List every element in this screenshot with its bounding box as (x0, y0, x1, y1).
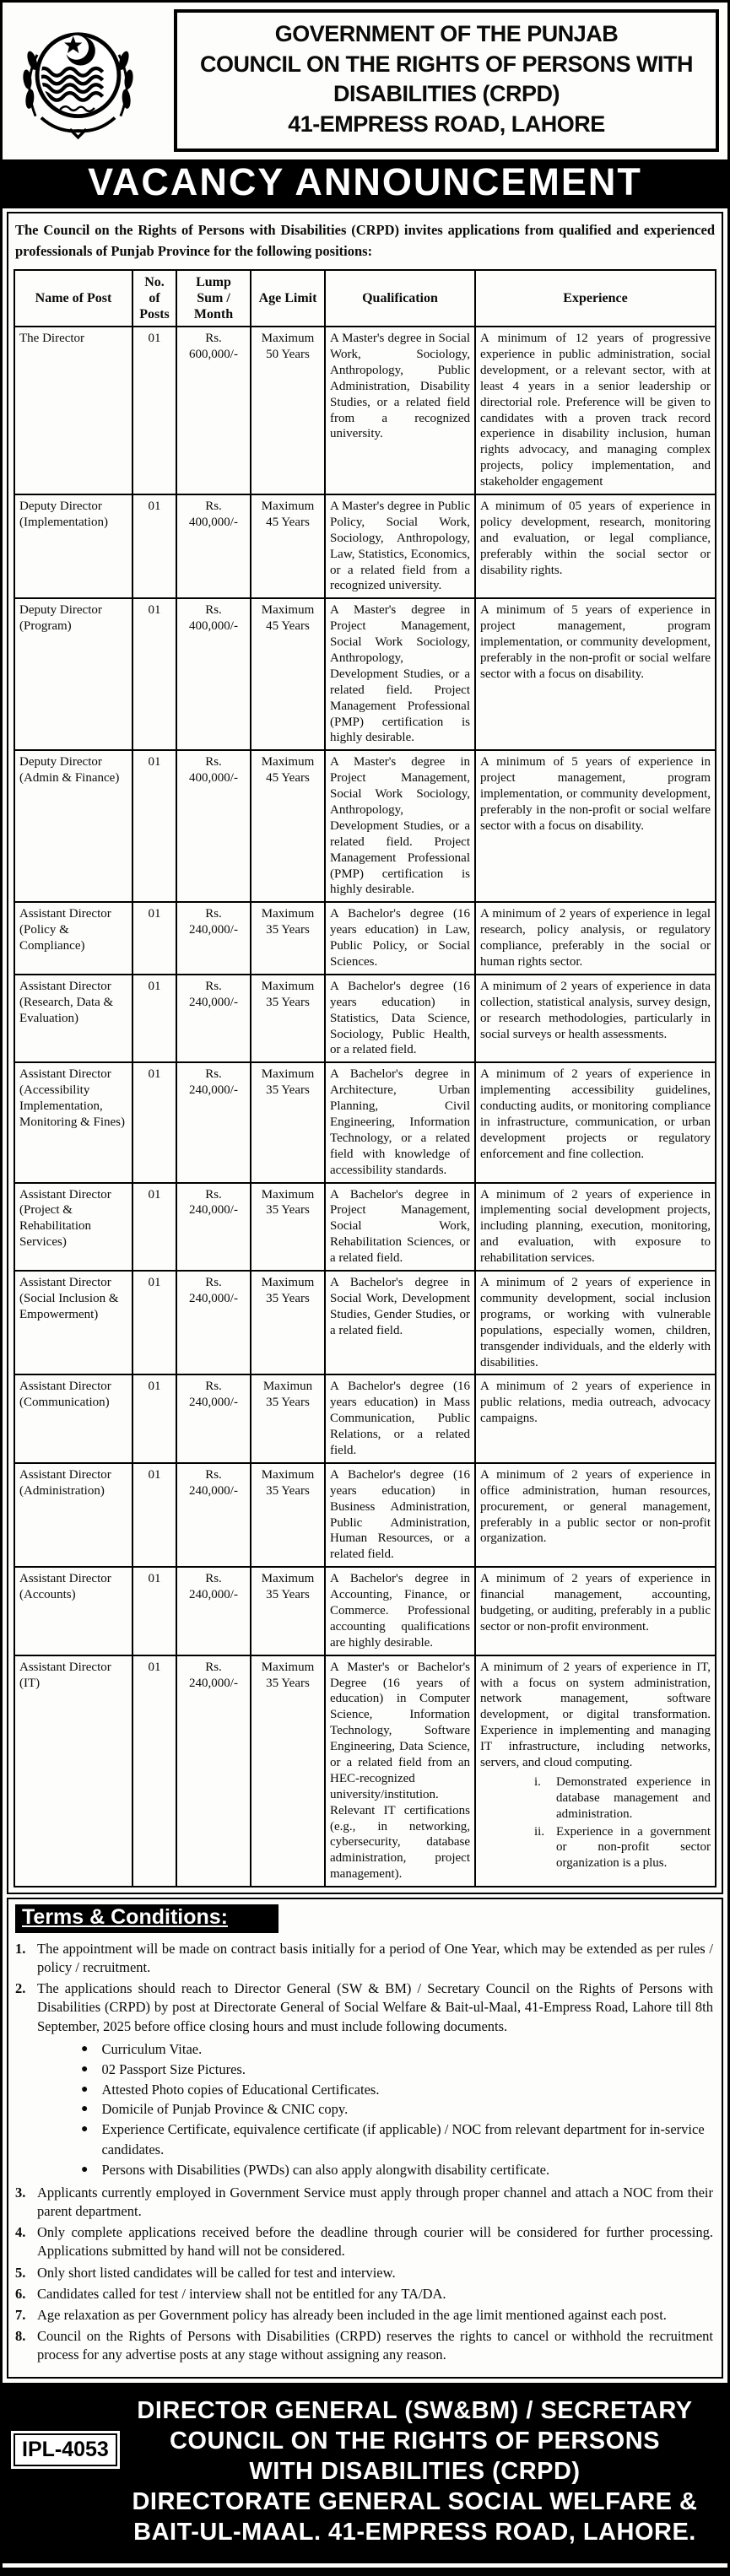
posts-count-cell: 01 (132, 902, 176, 975)
experience-roman-item (534, 1824, 711, 1872)
experience-text: A minimum of 2 years of experience in community development, social inclusion programs, or working with vulnerable populations, especially women, children, transgender individuals, and the elderly with disabilities. (480, 1276, 711, 1369)
footer-line: DIRECTORATE GENERAL SOCIAL WELFARE & (132, 2487, 698, 2515)
content-box (7, 212, 723, 1894)
qualification-cell: A Master's degree in Project Management, Social Work Sociology, Anthropology, Development Studies, or a related field. Project Management Professional (PMP) certification is highly desirable. (325, 750, 475, 902)
bullet-dot-icon: ● (81, 2123, 89, 2136)
table-row (14, 494, 716, 598)
salary-cell: Rs. 400,000/- (176, 494, 251, 598)
posts-count-cell: 01 (132, 1655, 176, 1887)
experience-text: A minimum of 05 years of experience in policy development, research, monitoring and evaluation, or legal compliance, preferably within the social sector or disability rights. (480, 499, 711, 577)
post-name-cell: Assistant Director (Project & Rehabilitation Services) (14, 1183, 132, 1271)
age-limit-cell: Maximum 50 Years (251, 327, 325, 494)
term-item (15, 2264, 713, 2282)
footer-lines (112, 2396, 717, 2548)
bullet-text: Experience Certificate, equivalence certificate (if applicable) / NOC from relevant department for in-service candidates. (101, 2121, 705, 2158)
salary-cell: Rs. 240,000/- (176, 1374, 251, 1462)
footer-signature-block (3, 2383, 727, 2563)
roman-numeral: ii. (534, 1824, 545, 1839)
posts-count-cell: 01 (132, 494, 176, 598)
experience-text: A minimum of 2 years of experience in implementing social development projects, including planning, execution, monitoring, and evaluation, with exposure to rehabilitation services. (480, 1187, 711, 1266)
age-limit-cell: Maximum 35 Years (251, 975, 325, 1062)
term-bullet (81, 2080, 713, 2100)
salary-cell: Rs. 240,000/- (176, 1062, 251, 1182)
term-item (15, 2306, 713, 2325)
post-name-cell: Assistant Director (Communication) (14, 1374, 132, 1462)
experience-text: A minimum of 5 years of experience in project management, program implementation, or community development, preferably in the non-profit or social welfare sector with a focus on disability. (480, 603, 711, 681)
table-row (14, 750, 716, 902)
bullet-text: Persons with Disabilities (PWDs) can also apply alongwith disability certificate. (101, 2162, 550, 2179)
experience-cell (475, 1271, 716, 1374)
term-bullet (81, 2060, 713, 2080)
vacancy-banner: VACANCY ANNOUNCEMENT (3, 159, 727, 208)
experience-cell (475, 494, 716, 598)
term-text: Candidates called for test / interview shall not be entitled for any TA/DA. (37, 2285, 446, 2302)
term-bullet-list (81, 2039, 713, 2180)
bullet-dot-icon: ● (81, 2042, 89, 2055)
bullet-text: 02 Passport Size Pictures. (101, 2060, 246, 2077)
table-row (14, 1567, 716, 1655)
experience-cell (475, 1463, 716, 1567)
post-name-cell: Assistant Director (Accounts) (14, 1567, 132, 1655)
term-item (15, 2285, 713, 2303)
term-text: Age relaxation as per Government policy has already been included in the age limit mentioned against each post. (37, 2306, 667, 2323)
header (3, 9, 727, 154)
organization-title-line: DISABILITIES (CRPD) (333, 81, 560, 107)
table-row (14, 1062, 716, 1182)
salary-cell: Rs. 240,000/- (176, 1463, 251, 1567)
table-row (14, 1655, 716, 1887)
experience-cell (475, 1183, 716, 1271)
experience-cell (475, 902, 716, 975)
terms-title: Terms & Conditions: (15, 1904, 278, 1933)
organization-title-line: 41-EMPRESS ROAD, LAHORE (288, 111, 605, 137)
age-limit-cell: Maximum 35 Years (251, 1567, 325, 1655)
experience-text: A minimum of 2 years of experience in office administration, human resources, procurement, or general management, preferably in a public sector or non-profit organization. (480, 1467, 711, 1546)
experience-text: A minimum of 2 years of experience in financial management, accounting, budgeting, or auditing, preferably in a public sector or non-profit environment. (480, 1572, 711, 1634)
terms-section (7, 1898, 723, 2379)
posts-count-cell: 01 (132, 598, 176, 750)
term-bullet (81, 2099, 713, 2120)
column-header: Experience (475, 270, 716, 327)
term-number: 4. (15, 2224, 26, 2241)
experience-roman-list (534, 1774, 711, 1871)
age-limit-cell: Maximum 35 Years (251, 1655, 325, 1887)
roman-text: Experience in a government or non-profit sector organization is a plus. (556, 1824, 711, 1871)
post-name-cell: Deputy Director (Implementation) (14, 494, 132, 598)
term-bullet (81, 2160, 713, 2180)
bullet-dot-icon: ● (81, 2062, 89, 2076)
table-row (14, 1463, 716, 1567)
experience-cell (475, 1567, 716, 1655)
qualification-cell: A Bachelor's degree (16 years education) in Law, Public Policy, or Social Sciences. (325, 902, 475, 975)
term-bullet (81, 2039, 713, 2060)
term-number: 7. (15, 2306, 26, 2323)
term-text: Council on the Rights of Persons with Disabilities (CRPD) reserves the rights to cancel or withhold the recruitment process for any advertise posts at any stage without assigning any reason. (37, 2327, 713, 2363)
experience-text: A minimum of 5 years of experience in project management, program implementation, or community development, preferably in the non-profit or social welfare sector with a focus on disability. (480, 755, 711, 833)
bullet-dot-icon: ● (81, 2082, 89, 2096)
term-item (15, 2223, 713, 2260)
footer-line: COUNCIL ON THE RIGHTS OF PERSONS (169, 2427, 660, 2455)
experience-roman-item (534, 1774, 711, 1823)
posts-count-cell: 01 (132, 1183, 176, 1271)
salary-cell: Rs. 400,000/- (176, 598, 251, 750)
organization-title-line: COUNCIL ON THE RIGHTS OF PERSONS WITH (199, 51, 694, 77)
bullet-dot-icon: ● (81, 2103, 89, 2116)
qualification-cell: A Master's or Bachelor's Degree (16 years of education) in Computer Science, Information Technology, Software Engineering, Data Science, or a related field from an HEC-recognized university/institution. Relevant IT certifications (e.g., in networking, cybersecurity, database administration, project management). (325, 1655, 475, 1887)
bullet-text: Curriculum Vitae. (101, 2040, 203, 2057)
term-number: 1. (15, 1941, 26, 1958)
qualification-cell: A Bachelor's degree in Accounting, Finance, or Commerce. Professional accounting qualifications are highly desirable. (325, 1567, 475, 1655)
footer-line: WITH DISABILITIES (CRPD) (249, 2458, 581, 2485)
posts-count-cell: 01 (132, 975, 176, 1062)
qualification-cell: A Bachelor's degree in Architecture, Urban Planning, Civil Engineering, Information Technology, or a related field with knowledge of accessibility standards. (325, 1062, 475, 1182)
posts-count-cell: 01 (132, 327, 176, 494)
qualification-cell: A Master's degree in Social Work, Sociology, Anthropology, Public Administration, Disability Studies, or a related field from a recognized university. (325, 327, 475, 494)
terms-list (15, 1940, 713, 2364)
age-limit-cell: Maximum 35 Years (251, 1463, 325, 1567)
qualification-cell: A Bachelor's degree (16 years education) in Business Administration, Public Administration, Human Resources, or a related field. (325, 1463, 475, 1567)
experience-text: A minimum of 2 years of experience in public relations, media outreach, advocacy campaigns. (480, 1380, 711, 1426)
salary-cell: Rs. 400,000/- (176, 750, 251, 902)
experience-cell (475, 1655, 716, 1887)
qualification-cell: A Bachelor's degree (16 years education) in Statistics, Data Science, Sociology, Public Health, or a related field. (325, 975, 475, 1062)
salary-cell: Rs. 240,000/- (176, 1567, 251, 1655)
salary-cell: Rs. 240,000/- (176, 1183, 251, 1271)
term-text: Only complete applications received before the deadline through courier will be considered for further processing. Applications submitted by hand will not be considered. (37, 2224, 713, 2260)
qualification-cell: A Bachelor's degree (16 years education) in Mass Communication, Public Relations, or a related field. (325, 1374, 475, 1462)
post-name-cell: Assistant Director (Policy & Compliance) (14, 902, 132, 975)
post-name-cell: The Director (14, 327, 132, 494)
post-name-cell: Deputy Director (Admin & Finance) (14, 750, 132, 902)
table-row (14, 975, 716, 1062)
experience-cell (475, 598, 716, 750)
footer-line: BAIT-UL-MAAL. 41-EMPRESS ROAD, LAHORE. (133, 2518, 696, 2546)
table-row (14, 598, 716, 750)
posts-count-cell: 01 (132, 1271, 176, 1374)
column-header: Name of Post (14, 270, 132, 327)
experience-cell (475, 1062, 716, 1182)
table-body (14, 327, 716, 1887)
experience-text: A minimum of 2 years of experience in IT, with a focus on system administration, network management, software development, or digital transformation. Experience in implementing and managing IT infrastructure, including networks, servers, and cloud computing. (480, 1660, 711, 1769)
post-name-cell: Deputy Director (Program) (14, 598, 132, 750)
age-limit-cell: Maximum 35 Years (251, 1271, 325, 1374)
term-bullet (81, 2120, 713, 2160)
qualification-cell: A Master's degree in Project Management, Social Work Sociology, Anthropology, Development Studies, or a related field. Project Management Professional (PMP) certification is highly desirable. (325, 598, 475, 750)
salary-cell: Rs. 240,000/- (176, 1655, 251, 1887)
experience-cell (475, 1374, 716, 1462)
posts-count-cell: 01 (132, 1463, 176, 1567)
positions-table (14, 269, 716, 1888)
table-row (14, 327, 716, 494)
posts-count-cell: 01 (132, 1374, 176, 1462)
column-header: Lump Sum / Month (176, 270, 251, 327)
column-header: Qualification (325, 270, 475, 327)
bottom-border-strip (3, 2568, 727, 2573)
organization-title-line: GOVERNMENT OF THE PUNJAB (274, 21, 619, 46)
post-name-cell: Assistant Director (Accessibility Implementation, Monitoring & Fines) (14, 1062, 132, 1182)
post-name-cell: Assistant Director (IT) (14, 1655, 132, 1887)
roman-numeral: i. (534, 1774, 541, 1789)
term-text: The appointment will be made on contract basis initially for a period of One Year, which may be extended as per rules / policy / recruitment. (37, 1941, 713, 1976)
term-number: 8. (15, 2327, 26, 2344)
age-limit-cell: Maximum 35 Years (251, 1183, 325, 1271)
table-header-row (14, 270, 716, 327)
term-number: 2. (15, 1980, 26, 1997)
salary-cell: Rs. 600,000/- (176, 327, 251, 494)
table-row (14, 1183, 716, 1271)
post-name-cell: Assistant Director (Administration) (14, 1463, 132, 1567)
bullet-dot-icon: ● (81, 2163, 89, 2177)
qualification-cell: A Bachelor's degree in Project Management, Social Work, Rehabilitation Sciences, or a related field. (325, 1183, 475, 1271)
age-limit-cell: Maximum 45 Years (251, 598, 325, 750)
experience-cell (475, 975, 716, 1062)
table-row (14, 902, 716, 975)
term-text: Applicants currently employed in Government Service must apply through proper channel and attach a NOC from their parent department. (37, 2184, 713, 2220)
age-limit-cell: Maximum 35 Years (251, 902, 325, 975)
salary-cell: Rs. 240,000/- (176, 975, 251, 1062)
punjab-government-crest-icon (13, 18, 143, 147)
salary-cell: Rs. 240,000/- (176, 1271, 251, 1374)
column-header: Age Limit (251, 270, 325, 327)
term-text: The applications should reach to Director General (SW & BM) / Secretary Council on the Rights of Persons with Disabilities (CRPD) by post at Directorate General of Social Welfare & Bait-ul-Maal, 41-Empress Road, Lahore till 8th September, 2025 before office closing hours and must include following documents. (37, 1980, 713, 2034)
age-limit-cell: Maximum 45 Years (251, 750, 325, 902)
term-item (15, 2184, 713, 2221)
table-row (14, 1271, 716, 1374)
term-text: Only short listed candidates will be called for test and interview. (37, 2264, 396, 2281)
term-number: 5. (15, 2264, 26, 2281)
posts-count-cell: 01 (132, 1567, 176, 1655)
bullet-text: Domicile of Punjab Province & CNIC copy. (101, 2101, 349, 2118)
organization-title-box (174, 9, 719, 152)
intro-paragraph: The Council on the Rights of Persons with Disabilities (CRPD) invites applications from qualified and experienced professionals of Punjab Province for the following positions: (15, 222, 715, 259)
age-limit-cell: Maximun 35 Years (251, 1374, 325, 1462)
footer-line: DIRECTOR GENERAL (SW&BM) / SECRETARY (137, 2397, 693, 2425)
experience-cell (475, 327, 716, 494)
qualification-cell: A Bachelor's degree in Social Work, Development Studies, Gender Studies, or a related field. (325, 1271, 475, 1374)
age-limit-cell: Maximum 45 Years (251, 494, 325, 598)
term-number: 6. (15, 2285, 26, 2302)
posts-count-cell: 01 (132, 1062, 176, 1182)
qualification-cell: A Master's degree in Public Policy, Social Work, Sociology, Anthropology, Law, Statistics, Economics, or a related field from a recognized university. (325, 494, 475, 598)
post-name-cell: Assistant Director (Research, Data & Evaluation) (14, 975, 132, 1062)
term-number: 3. (15, 2184, 26, 2201)
experience-text: A minimum of 12 years of progressive experience in public administration, social development, or a relevant sector, with at least 4 years in a senior leadership or directorial role. Preference will be given to candidates with a proven track record experience in disability inclusion, human rights advocacy, and managing complex projects, policy implementation, and stakeholder engagement (480, 332, 711, 489)
ipl-number-badge: IPL-4053 (14, 2433, 117, 2466)
experience-text: A minimum of 2 years of experience in implementing accessibility guidelines, conducting audits, or monitoring compliance in infrastructure, communication, or urban development projects or regulatory enforcement and fine collection. (480, 1067, 711, 1161)
term-item (15, 1940, 713, 1977)
term-item (15, 1979, 713, 2035)
term-item (15, 2327, 713, 2364)
experience-text: A minimum of 2 years of experience in data collection, statistical analysis, survey design, or research methodologies, particularly in social surveys or health assessments. (480, 979, 711, 1041)
post-name-cell: Assistant Director (Social Inclusion & Empowerment) (14, 1271, 132, 1374)
salary-cell: Rs. 240,000/- (176, 902, 251, 975)
age-limit-cell: Maximum 35 Years (251, 1062, 325, 1182)
roman-text: Demonstrated experience in database management and administration. (556, 1774, 711, 1821)
bullet-text: Attested Photo copies of Educational Certificates. (101, 2081, 380, 2098)
experience-cell (475, 750, 716, 902)
column-header: No. of Posts (132, 270, 176, 327)
table-row (14, 1374, 716, 1462)
experience-text: A minimum of 2 years of experience in legal research, policy analysis, or regulatory compliance, preferably in the social or human rights sector. (480, 907, 711, 969)
posts-count-cell: 01 (132, 750, 176, 902)
